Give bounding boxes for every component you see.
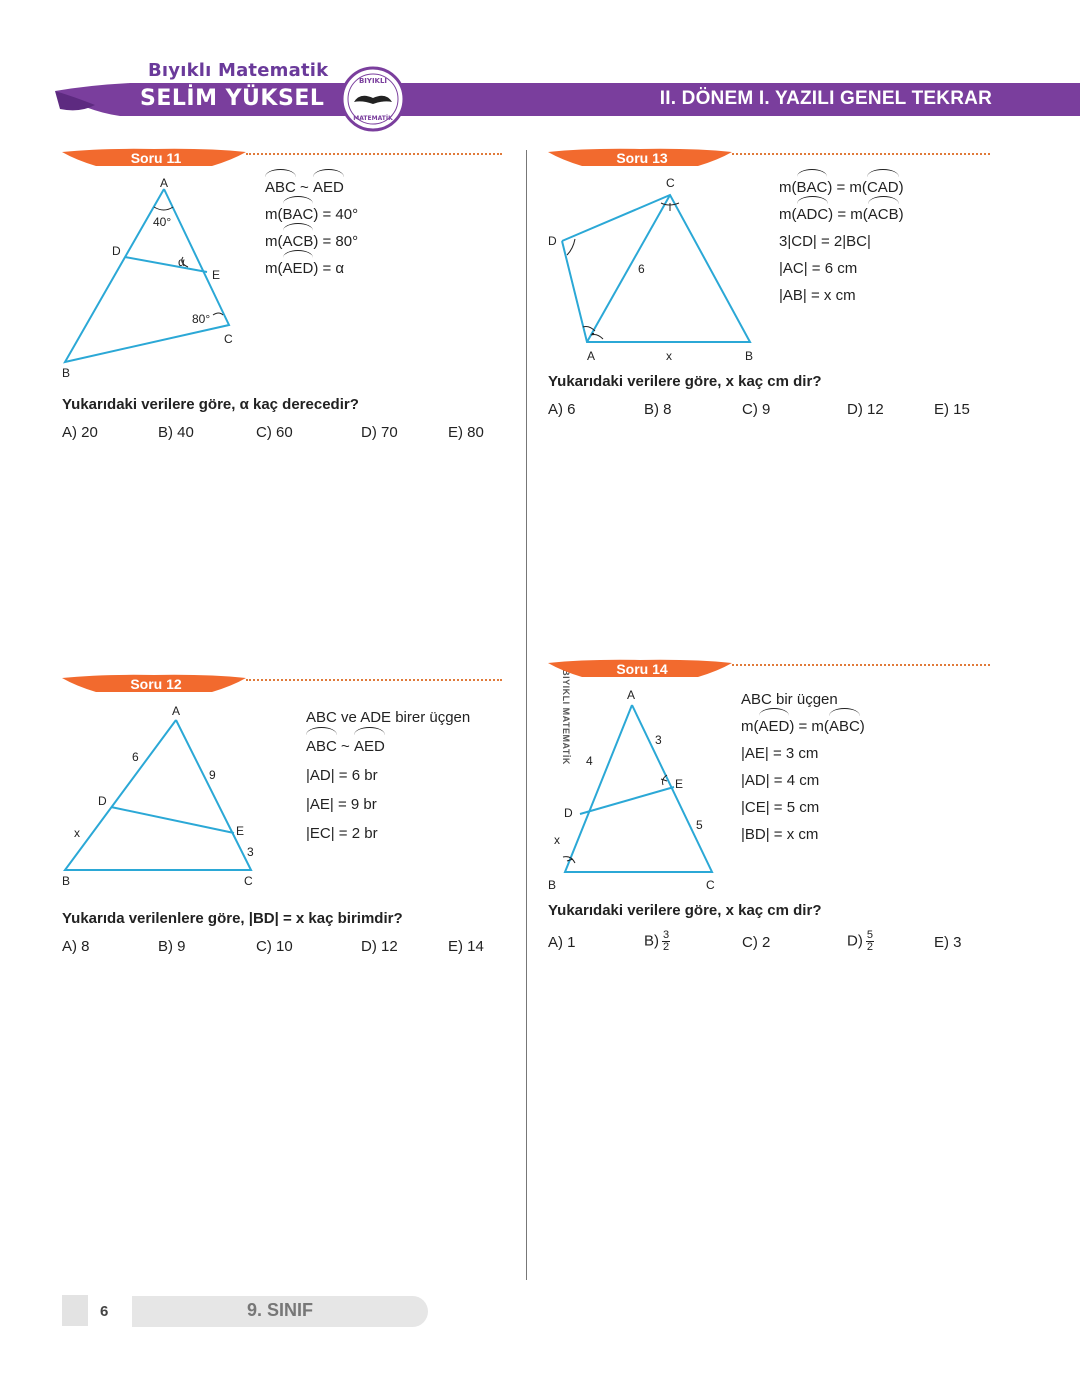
q11-point-b: B	[62, 366, 71, 380]
q14-givens	[741, 686, 865, 848]
q12-given-0: ABC ve ADE birer üçgen	[306, 709, 471, 726]
q12-option-d[interactable]: D) 12	[361, 938, 398, 955]
q14-point-e: E	[675, 777, 684, 791]
q11-option-d[interactable]: D) 70	[361, 424, 398, 441]
q14-len-x: x	[554, 833, 560, 847]
q12-point-d: D	[98, 794, 107, 808]
q11-option-a[interactable]: A) 20	[62, 424, 98, 441]
q12-option-b[interactable]: B) 9	[158, 938, 186, 955]
q13-question: Yukarıdaki verilere göre, x kaç cm dir?	[548, 373, 822, 390]
q11-point-e: E	[212, 268, 221, 282]
soru-13-label: Soru 13	[616, 150, 668, 166]
q13-point-c: C	[666, 176, 675, 190]
q14-option-c[interactable]: C) 2	[742, 934, 771, 951]
q14-given-ce: |CE| = 5 cm	[741, 799, 820, 816]
q14-given-ae: |AE| = 3 cm	[741, 745, 819, 762]
q12-point-c: C	[244, 874, 253, 888]
q11-option-b[interactable]: B) 40	[158, 424, 194, 441]
q14-option-d[interactable]: D) $\frac{5}{2}$	[847, 929, 873, 953]
q13-given-1: m(BAC) = m(CAD)	[779, 174, 904, 201]
brand-name: SELİM YÜKSEL	[140, 86, 325, 111]
q12-given-ad: |AD| = 6 br	[306, 767, 378, 784]
q12-given-ae: |AE| = 9 br	[306, 796, 377, 813]
q11-given-acb: m(ACB) = 80°	[265, 228, 358, 255]
q14-len-4: 4	[586, 754, 593, 768]
q14-len-3: 3	[655, 733, 662, 747]
q13-len-x: x	[666, 349, 672, 363]
q14-point-b: B	[548, 878, 557, 892]
q11-givens	[265, 174, 358, 282]
footer-tab	[62, 1295, 88, 1326]
q11-point-a: A	[160, 176, 169, 190]
q12-option-e[interactable]: E) 14	[448, 938, 484, 955]
q11-given-similarity: ABC ~ AED	[265, 174, 358, 201]
q11-option-e[interactable]: E) 80	[448, 424, 484, 441]
q12-question: Yukarıda verilenlere göre, |BD| = x kaç birimdir?	[62, 910, 403, 927]
q14-point-a: A	[627, 688, 636, 702]
q13-len-6: 6	[638, 262, 645, 276]
q14-len-5: 5	[696, 818, 703, 832]
q11-point-c: C	[224, 332, 233, 346]
q13-option-b[interactable]: B) 8	[644, 401, 672, 418]
q12-given-similarity: ABC ~ AED	[306, 732, 470, 761]
q13-point-d: D	[548, 234, 557, 248]
q12-point-a: A	[172, 704, 181, 718]
q14-given-bd: |BD| = x cm	[741, 826, 819, 843]
q11-option-c[interactable]: C) 60	[256, 424, 293, 441]
soru-14-rule	[732, 664, 990, 666]
q13-point-b: B	[745, 349, 754, 363]
q13-given-4: |AC| = 6 cm	[779, 260, 858, 277]
q11-angle-alpha: α	[178, 255, 185, 269]
brand-subtitle: Bıyıklı Matematik	[148, 60, 329, 81]
soru-13-rule	[732, 153, 990, 155]
q14-given-angle: m(AED) = m(ABC)	[741, 713, 865, 740]
q14-question: Yukarıdaki verilere göre, x kaç cm dir?	[548, 902, 822, 919]
q14-option-b[interactable]: B) $\frac{3}{2}$	[644, 929, 670, 953]
grade-label: 9. SINIF	[246, 1300, 313, 1320]
logo-top-text: BIYIKLI	[358, 77, 388, 85]
q13-option-a[interactable]: A) 6	[548, 401, 576, 418]
q11-question: Yukarıdaki verilere göre, α kaç derecedir?	[62, 396, 359, 413]
q14-figure	[545, 695, 725, 880]
q11-given-bac: m(BAC) = 40°	[265, 201, 358, 228]
q14-point-d: D	[564, 806, 573, 820]
q12-len-3: 3	[247, 845, 254, 859]
q13-option-c[interactable]: C) 9	[742, 401, 771, 418]
q12-option-c[interactable]: C) 10	[256, 938, 293, 955]
q12-len-x: x	[74, 826, 80, 840]
q14-option-e[interactable]: E) 3	[934, 934, 962, 951]
q13-givens	[779, 174, 904, 309]
q11-given-aed: m(AED) = α	[265, 255, 358, 282]
header-title: II. DÖNEM I. YAZILI GENEL TEKRAR	[659, 88, 992, 109]
q14-given-0: ABC bir üçgen	[741, 691, 838, 708]
q11-point-d: D	[112, 244, 121, 258]
soru-11-label: Soru 11	[130, 150, 182, 166]
q12-len-9: 9	[209, 768, 216, 782]
q13-point-a: A	[587, 349, 596, 363]
q13-given-5: |AB| = x cm	[779, 287, 856, 304]
soru-14-label: Soru 14	[616, 661, 668, 677]
side-watermark: BIYIKLI MATEMATİK	[560, 669, 571, 765]
q12-option-a[interactable]: A) 8	[62, 938, 90, 955]
soru-12-rule	[246, 679, 502, 681]
soru-11-rule	[246, 153, 502, 155]
q12-givens	[306, 703, 470, 848]
q12-point-e: E	[236, 824, 245, 838]
q13-given-2: m(ADC) = m(ACB)	[779, 201, 904, 228]
column-divider	[526, 150, 527, 1280]
q13-given-3: 3|CD| = 2|BC|	[779, 233, 871, 250]
q12-len-6: 6	[132, 750, 139, 764]
logo-bottom-text: MATEMATİK	[353, 115, 393, 122]
q12-figure	[55, 705, 265, 880]
page-number: 6	[100, 1303, 109, 1320]
mustache-logo	[340, 66, 406, 132]
q11-angle-80: 80°	[192, 312, 211, 326]
soru-12-label: Soru 12	[130, 676, 182, 692]
q12-given-ec: |EC| = 2 br	[306, 825, 378, 842]
q14-point-c: C	[706, 878, 715, 892]
q13-option-d[interactable]: D) 12	[847, 401, 884, 418]
q11-angle-40: 40°	[153, 215, 172, 229]
q13-figure	[545, 175, 765, 355]
q13-option-e[interactable]: E) 15	[934, 401, 970, 418]
q12-point-b: B	[62, 874, 71, 888]
q14-option-a[interactable]: A) 1	[548, 934, 576, 951]
q14-given-ad: |AD| = 4 cm	[741, 772, 820, 789]
